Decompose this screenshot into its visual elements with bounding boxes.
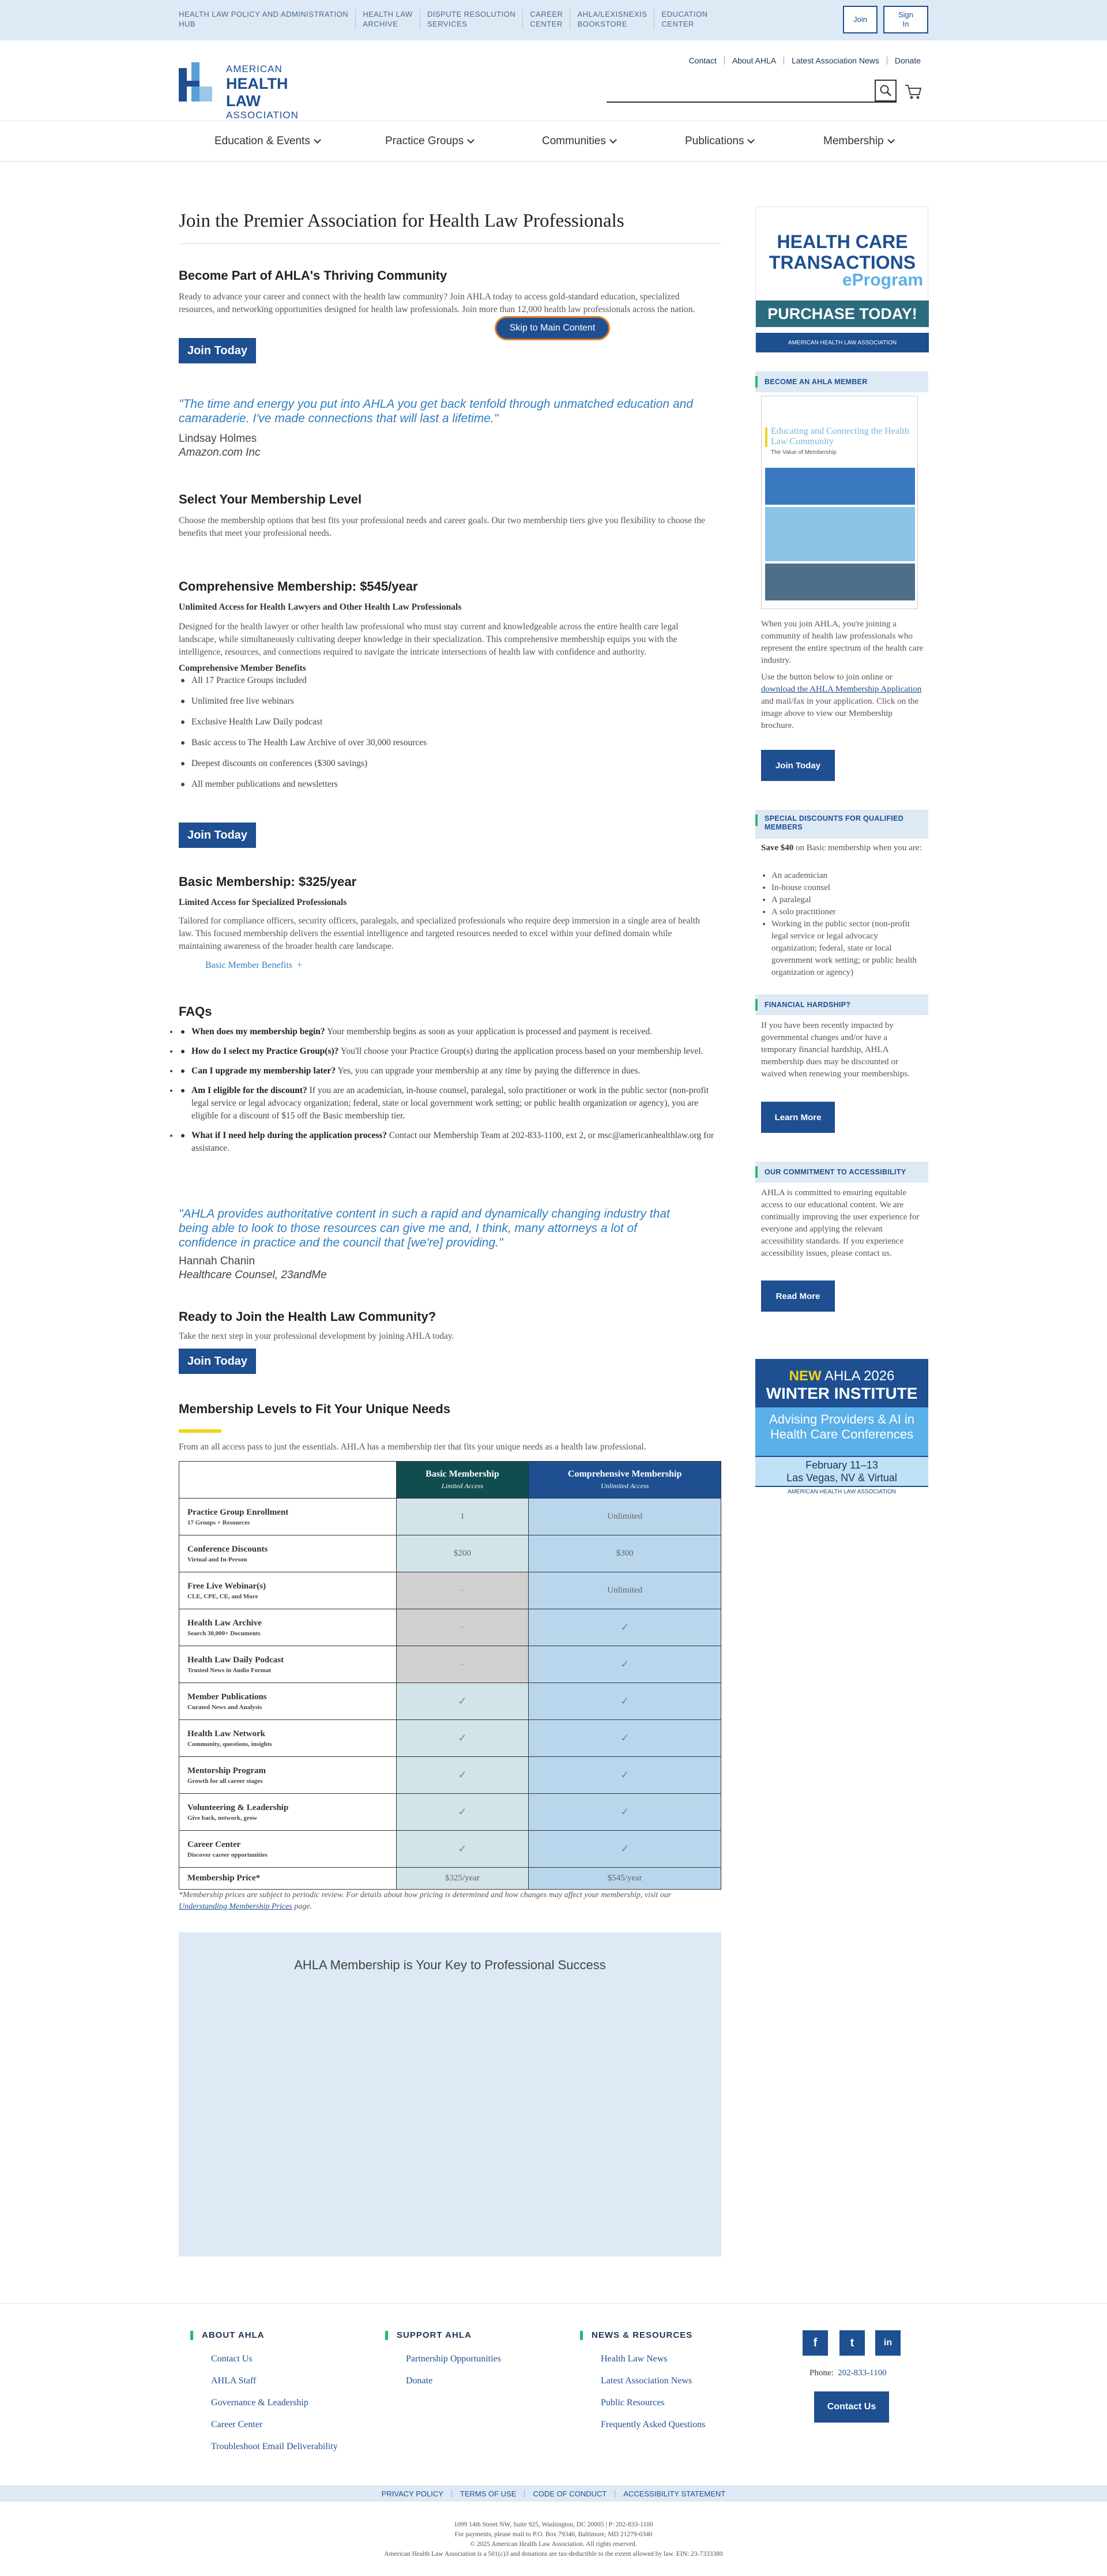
- discount-intro: Save $40 on Basic membership when you are:: [761, 843, 922, 853]
- table-row: Volunteering & Leadership Give back, network, grow ✓ ✓: [179, 1794, 721, 1831]
- footer-link[interactable]: Career Center: [211, 2420, 263, 2429]
- footer-contact-button[interactable]: Contact Us: [814, 2391, 889, 2423]
- table-header-row: [179, 1462, 721, 1499]
- list-item: • In-house counsel: [771, 882, 925, 894]
- comprehensive-column-header: Comprehensive Membership Unlimited Access: [529, 1462, 721, 1499]
- price-note: *Membership prices are subject to periodic review. For details about how pricing is determined and how changes may affect your membership, visit our Understanding Membership Prices page.: [179, 1891, 672, 1911]
- footer-news-heading: NEWS & RESOURCES: [580, 2330, 705, 2340]
- privacy-link[interactable]: PRIVACY POLICY: [381, 2489, 443, 2498]
- health-care-transactions-ad[interactable]: HEALTH CARE TRANSACTIONS eProgram PURCHASE TODAY! AMERICAN HEALTH LAW ASSOCIATION: [755, 206, 928, 352]
- header-top-links: [681, 57, 928, 65]
- chevron-down-icon: [314, 136, 321, 144]
- footer-phone: Phone: 202-833-1100: [809, 2368, 887, 2378]
- thriving-text: Ready to advance your career and connect with the health law community? Join AHLA today to access gold-standard education, specialized resources, and networking opportunities designed for health law professionals. Join more than 12,000 health law professionals across the nation.: [179, 292, 695, 314]
- become-text-1: When you join AHLA, you're joining a community of health law professionals who represent the entire spectrum of the health care industry.: [761, 619, 924, 665]
- comprehensive-heading: Comprehensive Membership: $545/year: [179, 579, 418, 594]
- ahla-logo[interactable]: [179, 61, 299, 121]
- footer-link[interactable]: Health Law News: [601, 2354, 668, 2364]
- nav-label: Practice Groups: [385, 135, 464, 147]
- pricing-link[interactable]: Understanding Membership Prices: [179, 1902, 292, 1911]
- news-link[interactable]: Latest Association News: [784, 57, 887, 65]
- nav-publications[interactable]: [685, 135, 754, 148]
- chevron-down-icon: [609, 136, 617, 144]
- footer-link[interactable]: AHLA Staff: [211, 2376, 257, 2386]
- table-row: Member Publications Curated News and Analysis ✓ ✓: [179, 1683, 721, 1720]
- plus-icon: +: [297, 960, 303, 970]
- footer-link[interactable]: Public Resources: [601, 2398, 665, 2408]
- accessibility-text: AHLA is committed to ensuring equitable access to our educational content. We are continually improving the user experience for everyone and applying the relevant accessibility standards. If you experience accessibility issues, please contact us.: [761, 1188, 920, 1258]
- table-row: Mentorship Program Growth for all career stages ✓ ✓: [179, 1757, 721, 1794]
- utility-link-dispute[interactable]: DISPUTE RESOLUTION SERVICES: [420, 9, 522, 29]
- discount-list: [771, 870, 925, 979]
- accessibility-heading: OUR COMMITMENT TO ACCESSIBILITY: [755, 1162, 928, 1182]
- footer-copyright: © 2025 American Health Law Association. All rights reserved.: [470, 2541, 637, 2548]
- logo-mark-icon: [179, 61, 214, 103]
- search-bar: [607, 80, 897, 103]
- utility-link-career[interactable]: CAREER CENTER: [522, 9, 570, 29]
- key-to-success-panel: [179, 1932, 721, 2256]
- footer-link[interactable]: Frequently Asked Questions: [601, 2420, 706, 2429]
- basic-sub: Limited Access for Specialized Professionals: [179, 898, 347, 907]
- join-today-button-3[interactable]: Join Today: [179, 1349, 256, 1374]
- list-item: All member publications and newsletters: [179, 774, 427, 795]
- linkedin-icon[interactable]: in: [875, 2330, 901, 2356]
- search-input[interactable]: [607, 80, 872, 100]
- twitter-icon[interactable]: t: [839, 2330, 865, 2356]
- list-item: • An academician: [771, 870, 925, 882]
- faq-list: [179, 1026, 718, 1162]
- about-link[interactable]: About AHLA: [724, 57, 784, 65]
- utility-bar: [0, 0, 1107, 40]
- chevron-down-icon: [467, 136, 475, 144]
- table-header-empty: [179, 1462, 397, 1499]
- utility-links: [179, 9, 715, 29]
- footer-news: [580, 2330, 705, 2436]
- footer-about: [190, 2330, 338, 2458]
- chevron-down-icon: [887, 136, 895, 144]
- nav-label: Education & Events: [214, 135, 310, 147]
- faq-item: • When does my membership begin? Your membership begins as soon as your application is processed and payment is received.: [179, 1026, 718, 1038]
- list-item: Exclusive Health Law Daily podcast: [179, 712, 427, 733]
- become-text-2: Use the button below to join online or download the AHLA Membership Application and mail/fax in your application. Click on the image above to view our Membership brochure.: [761, 673, 922, 730]
- footer-link[interactable]: Governance & Leadership: [211, 2398, 308, 2408]
- comprehensive-text: Designed for the health lawyer or other health law professional who must stay current and knowledgeable across the entire health care legal landscape, while simultaneously cultivating deeper knowledge in their specialization. This comprehensive membership equips you with the intelligence, resources, and connections required to navigate the intricate intersections of health law with confidence and authority.: [179, 622, 679, 657]
- logo-text: AMERICAN HEALTH LAW ASSOCIATION: [226, 63, 299, 121]
- testimonial-quote-2: "AHLA provides authoritative content in such a rapid and dynamically changing industry that being able to look to those resources can give me and, I think, many attorneys a lot of confidence in practice and the council that [we're] providing.": [179, 1207, 670, 1249]
- testimonial-org: Amazon.com Inc: [179, 446, 261, 459]
- footer-link[interactable]: Latest Association News: [601, 2376, 692, 2386]
- faq-item: • Am I eligible for the discount? If you are an academician, in-house counsel, paralegal, solo practitioner or work in the public sector (non-profit legal service or legal advocacy organization; federal, state or local government work setting; or public health organization or agency), you are eligible for a discount of $15 off the Basic membership tier.: [179, 1084, 718, 1122]
- hardship-heading: FINANCIAL HARDSHIP?: [755, 994, 928, 1015]
- membership-comparison-table: [179, 1461, 721, 1890]
- table-row: Health Law Network Community, questions, insights ✓ ✓: [179, 1720, 721, 1757]
- legal-bar: [0, 2485, 1107, 2502]
- sidebar-join-button[interactable]: Join Today: [761, 750, 835, 781]
- footer-link[interactable]: Donate: [406, 2376, 433, 2386]
- code-of-conduct-link[interactable]: CODE OF CONDUCT: [524, 2490, 615, 2498]
- table-row: Conference Discounts Virtual and In-Person $200 $300: [179, 1535, 721, 1572]
- faq-item: • How do I select my Practice Group(s)? You'll choose your Practice Group(s) during the application process based on your membership level.: [179, 1045, 718, 1058]
- table-row: Career Center Discover career opportunities ✓ ✓: [179, 1831, 721, 1868]
- levels-text: From an all access pass to just the essentials. AHLA has a membership tier that fits your unique needs as a health law professional.: [179, 1442, 646, 1452]
- accessibility-statement-link[interactable]: ACCESSIBILITY STATEMENT: [615, 2490, 733, 2498]
- footer-support: [385, 2330, 501, 2392]
- facebook-icon[interactable]: f: [803, 2330, 828, 2356]
- table-row: Health Law Archive Search 30,000+ Documents - ✓: [179, 1609, 721, 1646]
- donate-link[interactable]: Donate: [887, 57, 928, 65]
- list-item: All 17 Practice Groups included: [179, 670, 427, 691]
- footer-support-heading: SUPPORT AHLA: [385, 2330, 501, 2340]
- search-button[interactable]: [875, 80, 897, 102]
- nav-communities[interactable]: [542, 135, 616, 148]
- utility-link-archive[interactable]: HEALTH LAW ARCHIVE: [355, 9, 420, 29]
- nav-label: Communities: [542, 135, 606, 147]
- list-item: Basic access to The Health Law Archive of over 30,000 resources: [179, 733, 427, 753]
- skip-to-main-button[interactable]: Skip to Main Content: [495, 316, 610, 340]
- footer-address: 1099 14th Street NW, Suite 925, Washington, DC 20005 | P: 202-833-1100: [454, 2521, 653, 2528]
- key-to-success-heading: AHLA Membership is Your Key to Professional Success: [294, 1958, 606, 1972]
- list-item: Unlimited free live webinars: [179, 691, 427, 712]
- basic-text: Tailored for compliance officers, security officers, paralegals, and specialized professionals who require deep immersion in a single area of health law. This focused membership delivers the essential intelligence and targeted resources needed to excel within your defined domain while maintaining awareness of the broader health care landscape.: [179, 916, 700, 951]
- nav-membership[interactable]: [823, 135, 894, 148]
- nav-label: Membership: [823, 135, 884, 147]
- join-today-button[interactable]: Join Today: [179, 338, 256, 363]
- comprehensive-benefits-heading: Comprehensive Member Benefits: [179, 663, 306, 673]
- footer-link[interactable]: Partnership Opportunities: [406, 2354, 501, 2364]
- select-level-text: Choose the membership options that best fits your professional needs and career goals. Our two membership tiers give you flexibility to choose the benefits that meet your professional needs.: [179, 516, 706, 538]
- discounts-heading: SPECIAL DISCOUNTS FOR QUALIFIED MEMBERS: [755, 810, 928, 839]
- testimonial-name-2: Hannah Chanin: [179, 1255, 255, 1267]
- toggle-label: Basic Member Benefits: [205, 960, 293, 970]
- price-row: Membership Price* $325/year $545/year: [179, 1868, 721, 1890]
- faq-item: • What if I need help during the application process? Contact our Membership Team at 202-833-1100, ext 2, or msc@americanhealthlaw.org for assistance.: [179, 1129, 718, 1155]
- nav-education-events[interactable]: [214, 135, 320, 148]
- search-icon: [879, 84, 892, 97]
- chevron-down-icon: [748, 136, 755, 144]
- faq-item: • Can I upgrade my membership later? Yes, you can upgrade your membership at any time by paying the difference in dues.: [179, 1065, 718, 1077]
- table-row: Practice Group Enrollment 17 Groups + Resources 1 Unlimited: [179, 1499, 721, 1535]
- list-item: • Working in the public sector (non-profit legal service or legal advocacy organization; federal, state or local government work setting; or public health organization or agency): [771, 918, 925, 979]
- nav-practice-groups[interactable]: [385, 135, 473, 148]
- utility-link-hub[interactable]: HEALTH LAW POLICY AND ADMINISTRATION HUB: [179, 10, 349, 28]
- read-more-button[interactable]: Read More: [761, 1281, 835, 1312]
- membership-brochure-image[interactable]: Educating and Connecting the Health Law Community The Value of Membership: [761, 396, 918, 609]
- comprehensive-benefits-list: [179, 670, 427, 795]
- list-item: • A solo practitioner: [771, 906, 925, 918]
- testimonial-name: Lindsay Holmes: [179, 433, 257, 445]
- join-button[interactable]: Join: [843, 6, 878, 33]
- winter-institute-ad[interactable]: NEW AHLA 2026 WINTER INSTITUTE Advising Providers & AI in Health Care Conferences February 11–13 Las Vegas, NV & Virtual AMERICAN HEALTH LAW ASSOCIATION: [755, 1359, 928, 1497]
- levels-heading: Membership Levels to Fit Your Unique Needs: [179, 1402, 451, 1416]
- list-item: Deepest discounts on conferences ($300 savings): [179, 753, 427, 774]
- contact-link[interactable]: Contact: [688, 56, 717, 65]
- footer-about-heading: ABOUT AHLA: [190, 2330, 338, 2340]
- hardship-text: If you have been recently impacted by governmental changes and/or have a temporary financial hardship, AHLA membership dues may be discounted or waived when renewing your memberships.: [761, 1021, 910, 1079]
- cart-icon[interactable]: [904, 83, 922, 100]
- utility-link-education[interactable]: EDUCATION CENTER: [654, 9, 714, 29]
- become-member-heading: BECOME AN AHLA MEMBER: [755, 371, 928, 392]
- sign-in-button[interactable]: Sign In: [883, 6, 928, 33]
- list-item: • A paralegal: [771, 894, 925, 906]
- testimonial-org-2: Healthcare Counsel, 23andMe: [179, 1269, 327, 1281]
- application-download-link[interactable]: download the AHLA Membership Application: [761, 685, 922, 694]
- nav-label: Publications: [685, 135, 744, 147]
- comprehensive-sub: Unlimited Access for Health Lawyers and Other Health Law Professionals: [179, 602, 462, 612]
- heading-underline: [179, 1429, 221, 1433]
- faq-heading: FAQs: [179, 1004, 212, 1019]
- utility-link-bookstore[interactable]: AHLA/LEXISNEXIS BOOKSTORE: [570, 9, 654, 29]
- table-row: Health Law Daily Podcast Trusted News in Audio Format - ✓: [179, 1646, 721, 1683]
- testimonial-quote: "The time and energy you put into AHLA you get back tenfold through unmatched education and camaraderie. I've made connections that will last a lifetime.": [179, 397, 693, 425]
- ready-heading: Ready to Join the Health Law Community?: [179, 1309, 436, 1324]
- basic-heading: Basic Membership: $325/year: [179, 874, 357, 889]
- learn-more-button[interactable]: Learn More: [761, 1102, 835, 1133]
- site-footer: [0, 2303, 1107, 2576]
- footer-link[interactable]: Contact Us: [211, 2354, 253, 2364]
- footer-payments: For payments, please mail to P.O. Box 79340, Baltimore, MD 21279-0340: [454, 2531, 653, 2538]
- footer-tax-note: American Health Law Association is a 501(c)3 and donations are tax-deductible to the extent allowed by law. EIN: 23-7333380: [384, 2551, 723, 2558]
- page-title: Join the Premier Association for Health Law Professionals: [179, 211, 721, 244]
- footer-link[interactable]: Troubleshoot Email Deliverability: [211, 2442, 338, 2451]
- ready-text: Take the next step in your professional development by joining AHLA today.: [179, 1331, 454, 1341]
- join-today-button-2[interactable]: Join Today: [179, 823, 256, 848]
- select-level-heading: Select Your Membership Level: [179, 492, 362, 506]
- terms-link[interactable]: TERMS OF USE: [451, 2490, 525, 2498]
- table-row: Free Live Webinar(s) CLE, CPE, CE, and More - Unlimited: [179, 1572, 721, 1609]
- site-header: [0, 40, 1107, 121]
- basic-column-header: Basic Membership Limited Access: [396, 1462, 529, 1499]
- thriving-heading: Become Part of AHLA's Thriving Community: [179, 268, 447, 283]
- basic-benefits-toggle[interactable]: [205, 960, 302, 971]
- main-nav: [0, 121, 1107, 162]
